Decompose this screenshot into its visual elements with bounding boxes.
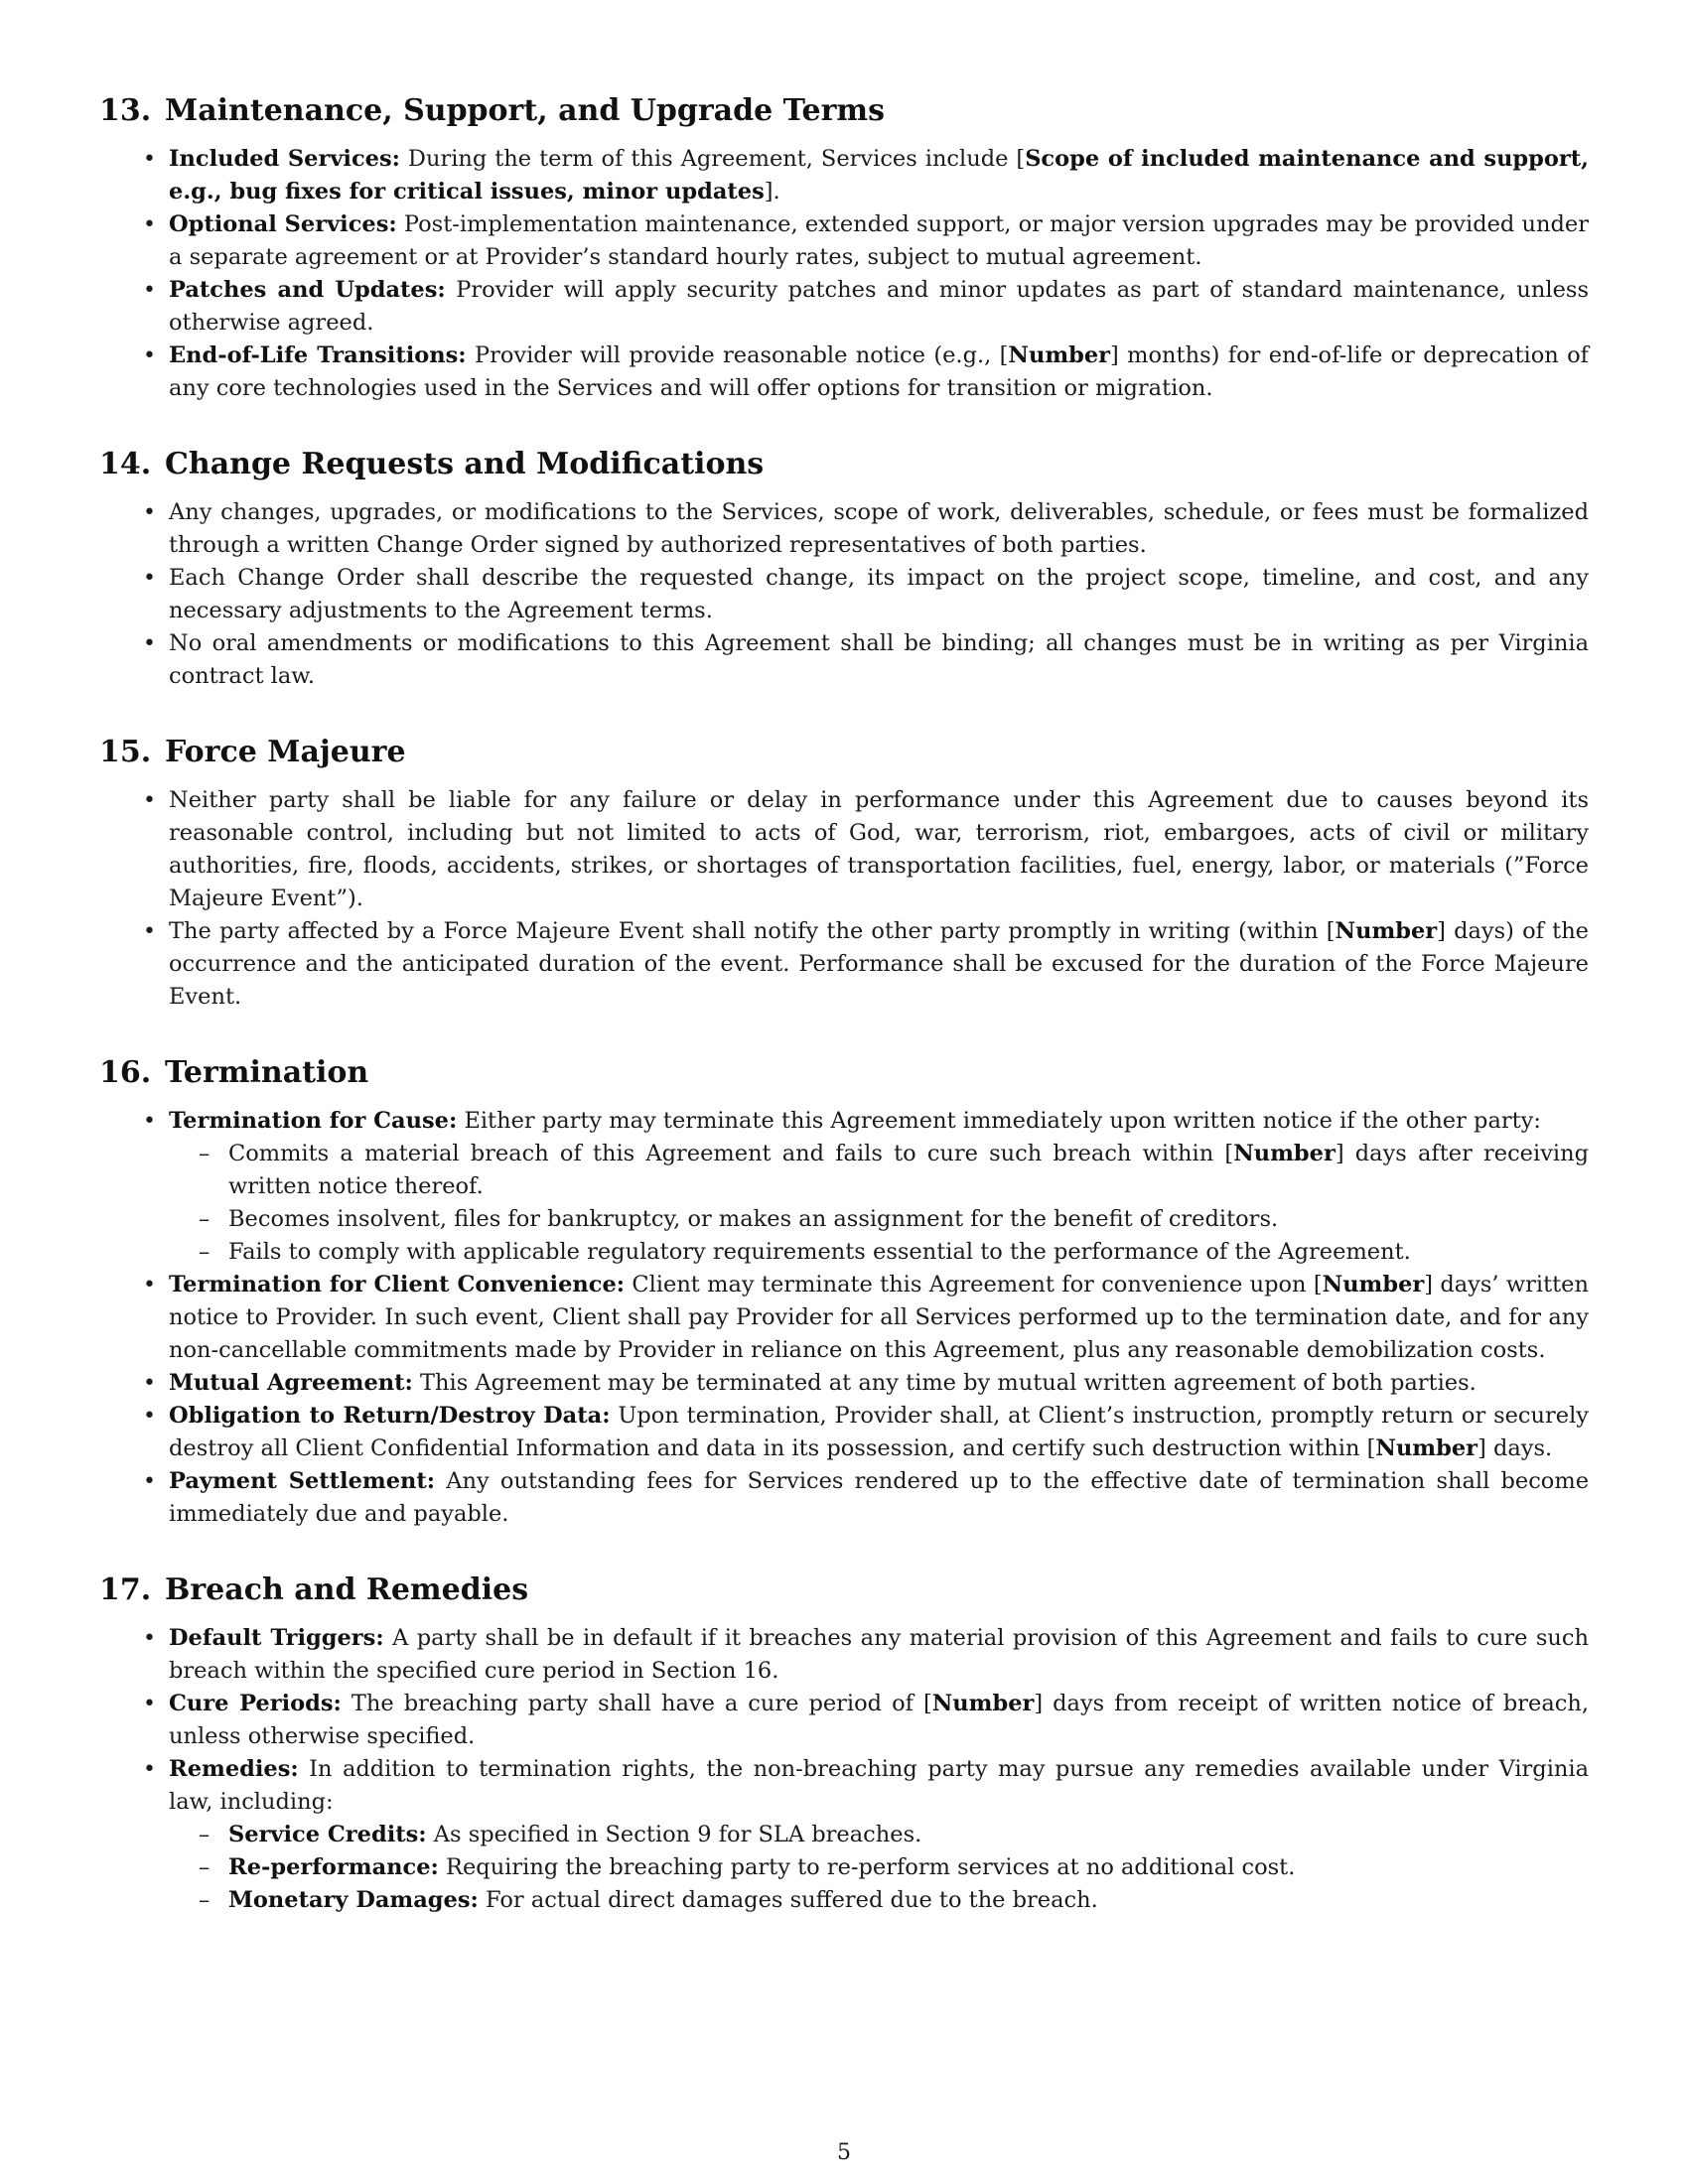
placeholder-text: Number <box>1375 1435 1478 1461</box>
item-text: For actual direct damages suffered due to the breach. <box>485 1887 1098 1913</box>
list-item <box>99 1688 1589 1753</box>
section-number: 17. <box>99 1572 152 1607</box>
section-heading <box>99 1053 1589 1093</box>
item-label: Mutual Agreement: <box>169 1370 413 1396</box>
item-tail: ] days) of the occurrence and the anticipated duration of the event. Performance shall be excused for the duration of the Force Majeure Event. <box>169 918 1589 1010</box>
section-13 <box>99 91 1589 405</box>
item-text: In addition to termination rights, the non-breaching party may pursue any remedies available under Virginia law, including: <box>169 1756 1590 1815</box>
item-label: Patches and Updates: <box>169 277 446 303</box>
list-item <box>99 1622 1589 1688</box>
placeholder-text: Scope of included maintenance and support, e.g., bug fixes for critical issues, minor updates <box>169 146 1589 205</box>
item-label: Cure Periods: <box>169 1691 342 1716</box>
item-text: Provider will provide reasonable notice (e.g., [ <box>474 342 1009 368</box>
list-item <box>99 1269 1589 1367</box>
section-heading <box>99 445 1589 484</box>
list-item <box>99 1400 1589 1465</box>
item-text: A party shall be in default if it breaches any material provision of this Agreement and fails to cure such breach within the specified cure period in Section 16. <box>169 1625 1589 1684</box>
sub-list-item <box>169 1203 1589 1236</box>
item-text: Requiring the breaching party to re-perform services at no additional cost. <box>446 1854 1296 1880</box>
sub-list-item <box>169 1884 1589 1917</box>
section-heading <box>99 733 1589 772</box>
item-label: Optional Services: <box>169 211 397 237</box>
item-text: This Agreement may be terminated at any time by mutual written agreement of both parties. <box>420 1370 1477 1396</box>
item-label: Service Credits: <box>228 1822 427 1847</box>
item-text: Upon termination, Provider shall, at Client’s instruction, promptly return or securely destroy all Client Confidential Information and data in its possession, and certify such destruction within [ <box>169 1403 1590 1461</box>
list-item <box>99 627 1589 693</box>
item-label: Termination for Cause: <box>169 1108 458 1134</box>
item-text: Any changes, upgrades, or modifications to the Services, scope of work, deliverables, schedule, or fees must be formalized through a written Change Order signed by authorized representatives of both parties. <box>169 499 1589 558</box>
item-text: The party affected by a Force Majeure Event shall notify the other party promptly in writing (within [ <box>169 918 1336 944</box>
item-tail: ] months) for end-of-life or deprecation of any core technologies used in the Services and will offer options for transition or migration. <box>169 342 1589 401</box>
section-number: 14. <box>99 447 152 481</box>
item-label: Remedies: <box>169 1756 299 1782</box>
section-title: Change Requests and Modifications <box>165 447 765 481</box>
item-text: Provider will apply security patches and minor updates as part of standard maintenance, unless otherwise agreed. <box>169 277 1589 336</box>
item-text: As specified in Section 9 for SLA breaches. <box>433 1822 922 1847</box>
section-heading <box>99 91 1589 131</box>
section-title: Force Majeure <box>165 735 406 769</box>
placeholder-text: Number <box>1008 342 1111 368</box>
sub-list-item <box>169 1819 1589 1851</box>
item-label: Default Triggers: <box>169 1625 384 1651</box>
item-label: End-of-Life Transitions: <box>169 342 467 368</box>
list-item <box>99 562 1589 627</box>
item-label: Re-performance: <box>228 1854 439 1880</box>
item-text: Each Change Order shall describe the requested change, its impact on the project scope, timeline, and cost, and any necessary adjustments to the Agreement terms. <box>169 565 1589 623</box>
item-label: Payment Settlement: <box>169 1468 436 1494</box>
section-14 <box>99 445 1589 693</box>
item-text: Neither party shall be liable for any failure or delay in performance under this Agreement due to causes beyond its reasonable control, including but not limited to acts of God, war, terrorism, riot, embargoes, acts of civil or military authorities, fire, floods, accidents, strikes, or shortages of transportation facilities, fuel, energy, labor, or materials (”Force Majeure Event”). <box>169 787 1589 911</box>
item-label: Obligation to Return/Destroy Data: <box>169 1403 611 1429</box>
item-text: No oral amendments or modifications to this Agreement shall be binding; all changes must be in writing as per Virginia contract law. <box>169 630 1589 689</box>
item-tail: ] days after receiving written notice thereof. <box>228 1141 1589 1199</box>
section-title: Maintenance, Support, and Upgrade Terms <box>165 93 886 128</box>
item-text: Fails to comply with applicable regulatory requirements essential to the performance of the Agreement. <box>228 1239 1411 1265</box>
section-16 <box>99 1053 1589 1531</box>
list-item <box>99 208 1589 274</box>
item-text: Commits a material breach of this Agreement and fails to cure such breach within [ <box>228 1141 1234 1166</box>
placeholder-text: Number <box>1335 918 1438 944</box>
item-label: Monetary Damages: <box>228 1887 479 1913</box>
page-number: 5 <box>837 2140 851 2165</box>
section-number: 13. <box>99 93 152 128</box>
placeholder-text: Number <box>931 1691 1035 1716</box>
bullet-list <box>99 496 1589 693</box>
document-page <box>99 91 1589 1957</box>
item-text: During the term of this Agreement, Services include [ <box>407 146 1026 172</box>
item-tail: ]. <box>764 179 780 205</box>
list-item <box>99 496 1589 562</box>
item-text: Client may terminate this Agreement for convenience upon [ <box>632 1272 1323 1297</box>
sub-list-item <box>169 1138 1589 1203</box>
item-tail: ] days’ written notice to Provider. In such event, Client shall pay Provider for all Services performed up to the termination date, and for any non-cancellable commitments made by Provider in reliance on this Agreement, plus any reasonable demobilization costs. <box>169 1272 1589 1363</box>
section-title: Breach and Remedies <box>165 1572 529 1607</box>
placeholder-text: Number <box>1322 1272 1425 1297</box>
sub-list-item <box>169 1851 1589 1884</box>
list-item <box>99 274 1589 340</box>
list-item <box>99 143 1589 208</box>
item-label: Termination for Client Convenience: <box>169 1272 626 1297</box>
bullet-list <box>99 143 1589 405</box>
section-15 <box>99 733 1589 1014</box>
bullet-list <box>99 1105 1589 1531</box>
list-item <box>99 340 1589 405</box>
item-text: Post-implementation maintenance, extended support, or major version upgrades may be provided under a separate agreement or at Provider’s standard hourly rates, subject to mutual agreement. <box>169 211 1589 270</box>
section-number: 16. <box>99 1055 152 1090</box>
list-item <box>99 784 1589 915</box>
section-17 <box>99 1570 1589 1917</box>
sub-list <box>169 1138 1589 1269</box>
list-item <box>99 1367 1589 1400</box>
sub-list <box>169 1819 1589 1917</box>
bullet-list <box>99 1622 1589 1917</box>
section-title: Termination <box>165 1055 369 1090</box>
list-item <box>99 1465 1589 1531</box>
item-label: Included Services: <box>169 146 400 172</box>
section-heading <box>99 1570 1589 1610</box>
bullet-list <box>99 784 1589 1014</box>
section-number: 15. <box>99 735 152 769</box>
list-item <box>99 1105 1589 1269</box>
sub-list-item <box>169 1236 1589 1269</box>
placeholder-text: Number <box>1233 1141 1336 1166</box>
item-text: Becomes insolvent, files for bankruptcy, or makes an assignment for the benefit of creditors. <box>228 1206 1279 1232</box>
item-text: Any outstanding fees for Services rendered up to the effective date of termination shall become immediately due and payable. <box>169 1468 1590 1527</box>
item-tail: ] days from receipt of written notice of breach, unless otherwise specified. <box>169 1691 1590 1749</box>
list-item <box>99 1753 1589 1917</box>
item-text: Either party may terminate this Agreement immediately upon written notice if the other party: <box>464 1108 1541 1134</box>
item-text: The breaching party shall have a cure period of [ <box>351 1691 932 1716</box>
item-tail: ] days. <box>1477 1435 1553 1461</box>
list-item <box>99 915 1589 1014</box>
